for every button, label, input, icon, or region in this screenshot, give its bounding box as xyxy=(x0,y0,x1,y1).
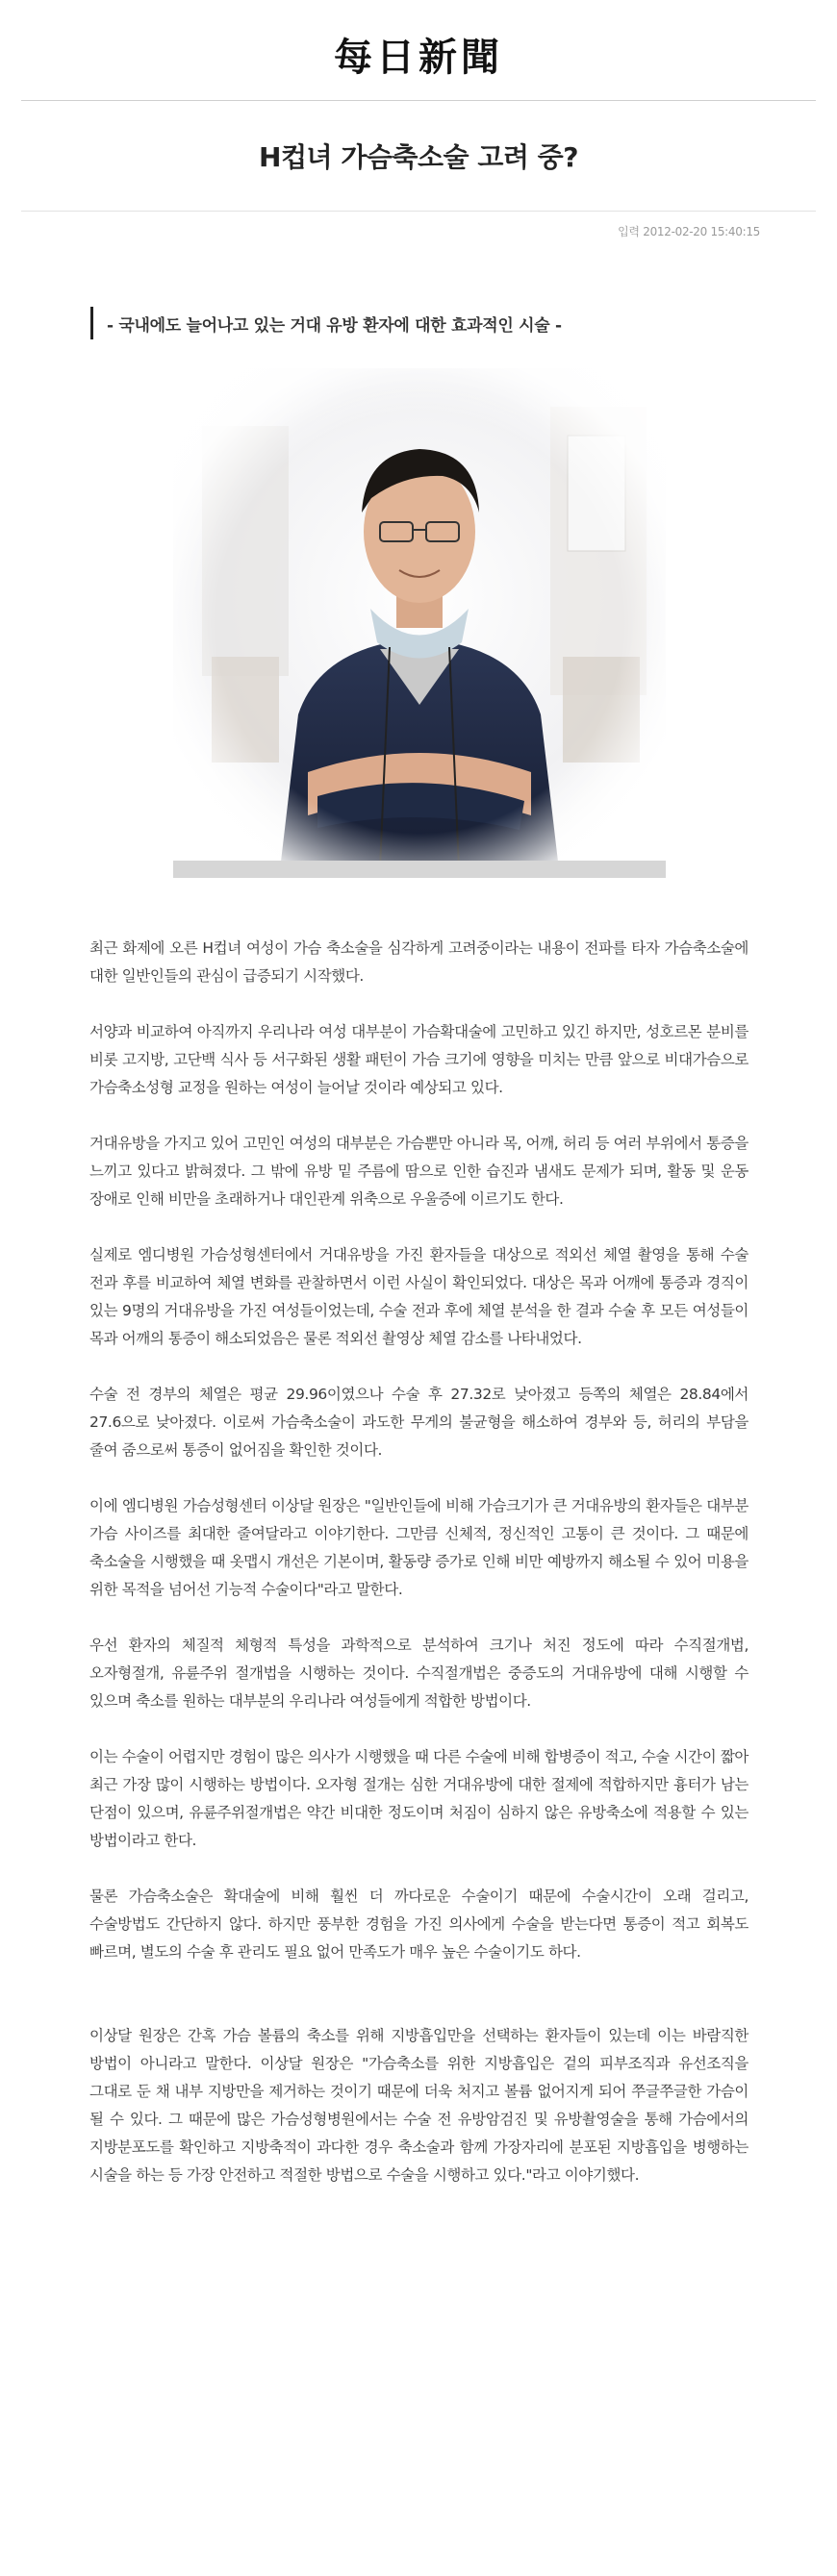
paragraph: 거대유방을 가지고 있어 고민인 여성의 대부분은 가슴뿐만 아니라 목, 어깨, 허리 등 여러 부위에서 통증을 느끼고 있다고 밝혀졌다. 그 밖에 유방 밑 주름에 땀으로 인한 습진과 냄새도 문제가 되며, 활동 및 운동 장애로 인해 비만을 초래하거나 대인관계 위축으로 우울증에 이르기도 한다. xyxy=(89,1135,748,1208)
paragraph: 물론 가슴축소술은 확대술에 비해 훨씬 더 까다로운 수술이기 때문에 수술시간이 오래 걸리고, 수술방법도 간단하지 않다. 하지만 풍부한 경험을 가진 의사에게 수술을 받는다면 통증이 적고 회복도 빠르며, 별도의 수술 후 관리도 필요 없어 만족도가 매우 높은 수술이기도 하다. xyxy=(89,1888,748,1961)
paragraph: 실제로 엠디병원 가슴성형센터에서 거대유방을 가진 환자들을 대상으로 적외선 체열 촬영을 통해 수술 전과 후를 비교하여 체열 변화를 관찰하면서 이런 사실이 확인되었다. 대상은 목과 어깨에 통증과 경직이 있는 9명의 거대유방을 가진 여성들이었는데, 수술 전과 후에 체열 분석을 한 결과 수술 후 모든 여성들이 목과 어깨의 통증이 해소되었음은 물론 적외선 촬영상 체열 감소를 나타내었다. xyxy=(89,1246,748,1347)
header-divider xyxy=(21,100,816,101)
title-divider xyxy=(21,211,816,212)
doctor-portrait-photo xyxy=(173,368,666,878)
paragraph: 수술 전 경부의 체열은 평균 29.96이였으나 수술 후 27.32로 낮아졌고 등쪽의 체열은 28.84에서 27.6으로 낮아졌다. 이로써 가슴축소술이 과도한 무게의 불균형을 해소하여 경부와 등, 허리의 부담을 줄여 줌으로써 통증이 없어짐을 확인한 것이다. xyxy=(89,1386,748,1459)
subtitle-text: - 국내에도 늘어나고 있는 거대 유방 환자에 대한 효과적인 시술 - xyxy=(107,315,562,336)
paragraph: 이상달 원장은 간혹 가슴 볼륨의 축소를 위해 지방흡입만을 선택하는 환자들이 있는데 이는 바람직한 방법이 아니라고 말한다. 이상달 원장은 "가슴축소를 위한 지방흡입은 겉의 피부조직과 유선조직을 그대로 둔 채 내부 지방만을 제거하는 것이기 때문에 더욱 처지고 볼륨 없어지게 되어 쭈글쭈글한 가슴이 될 수 있다. 그 때문에 많은 가슴성형병원에서는 수술 전 유방암검진 및 유방촬영술을 통해 가슴에서의 지방분포도를 확인하고 지방축적이 과다한 경우 축소술과 함께 가장자리에 분포된 지방흡입을 병행하는 시술을 하는 등 가장 안전하고 적절한 방법으로 수술을 시행하고 있다."라고 이야기했다. xyxy=(89,2027,748,2184)
article-subtitle xyxy=(90,307,562,339)
paragraph: 서양과 비교하여 아직까지 우리나라 여성 대부분이 가슴확대술에 고민하고 있긴 하지만, 성호르몬 분비를 비롯 고지방, 고단백 식사 등 서구화된 생활 패턴이 가슴 크기에 영향을 미치는 만큼 앞으로 비대가슴으로 가슴축소성형 교정을 원하는 여성이 늘어날 것이라 예상되고 있다. xyxy=(89,1023,748,1096)
photo-bottom-strip xyxy=(173,861,666,878)
paragraph: 최근 화제에 오른 H컵녀 여성이 가슴 축소술을 심각하게 고려중이라는 내용이 전파를 타자 가슴축소술에 대한 일반인들의 관심이 급증되기 시작했다. xyxy=(89,939,748,985)
doctor-photo-illustration xyxy=(173,368,666,878)
newspaper-logo[interactable]: 每日新聞 xyxy=(334,35,503,80)
paragraph: 이에 엠디병원 가슴성형센터 이상달 원장은 "일반인들에 비해 가슴크기가 큰 거대유방의 환자들은 대부분 가슴 사이즈를 최대한 줄여달라고 이야기한다. 그만큼 신체적, 정신적인 고통이 큰 것이다. 그 때문에 축소술을 시행했을 때 옷맵시 개선은 기본이며, 활동량 증가로 인해 비만 예방까지 해소될 수 있어 미용을 위한 목적을 넘어선 기능적 수술이다"라고 말한다. xyxy=(89,1497,748,1598)
paragraph: 우선 환자의 체질적 체형적 특성을 과학적으로 분석하여 크기나 처진 정도에 따라 수직절개법, 오자형절개, 유륜주위 절개법을 시행하는 것이다. 수직절개법은 중증도의 거대유방에 대해 시행할 수 있으며 축소를 원하는 대부분의 우리나라 여성들에게 적합한 방법이다. xyxy=(89,1637,748,1710)
article-title: H컵녀 가슴축소술 고려 중? xyxy=(259,141,578,173)
masthead xyxy=(0,27,837,82)
article-dateline: 입력 2012-02-20 15:40:15 xyxy=(618,225,760,238)
paragraph: 이는 수술이 어렵지만 경험이 많은 의사가 시행했을 때 다른 수술에 비해 합병증이 적고, 수술 시간이 짧아 최근 가장 많이 시행하는 방법이다. 오자형 절개는 심한 거대유방에 대한 절제에 적합하지만 흉터가 남는 단점이 있으며, 유륜주위절개법은 약간 비대한 정도이며 처짐이 심하지 않은 유방축소에 적용할 수 있는 방법이라고 한다. xyxy=(89,1748,748,1849)
article-body xyxy=(89,935,748,2217)
